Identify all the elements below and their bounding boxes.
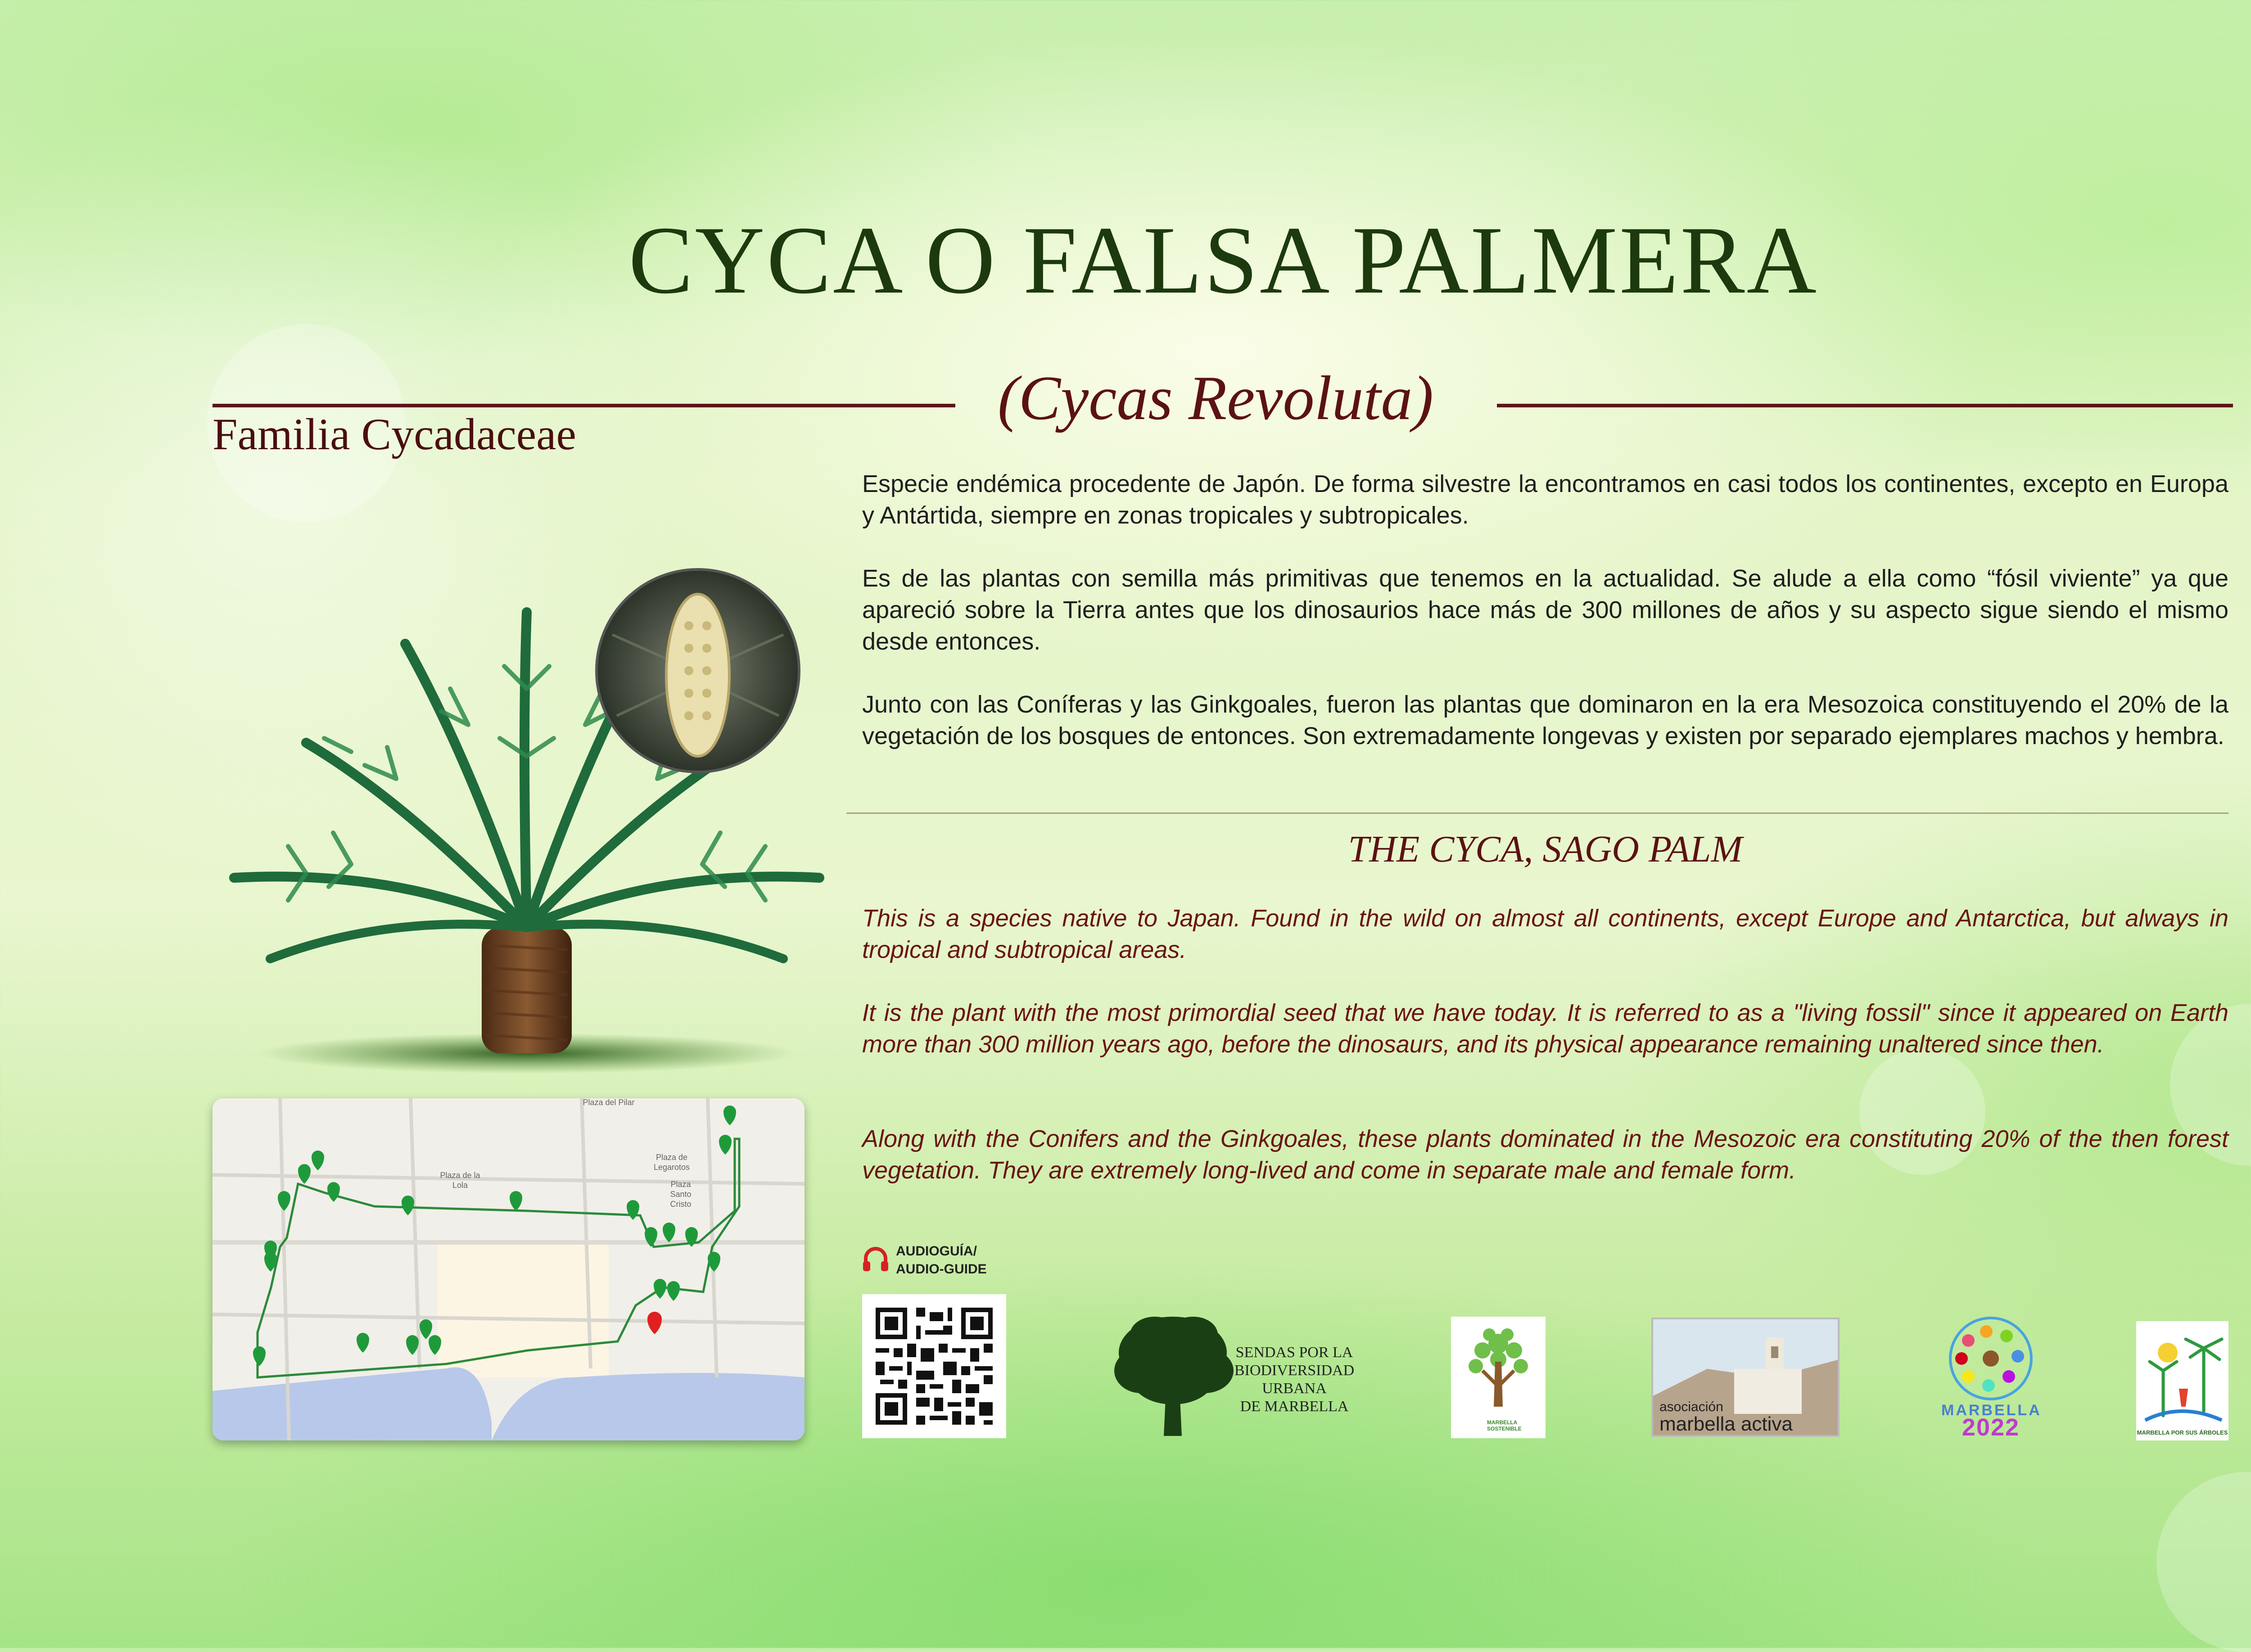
english-paragraph-3: Along with the Conifers and the Ginkgoales, these plants dominated in the Mesozoic era constituting 20% of the then forest vegetation. They are extremely long-lived and come in separate male and female form.: [862, 1125, 2228, 1184]
spanish-paragraph-1: Especie endémica procedente de Japón. De forma silvestre la encontramos en casi todos los continentes, excepto en Europa y Antártida, siempre en zonas tropicales y subtropicales.: [862, 470, 2228, 529]
marbella-arboles-text: MARBELLA POR SUS ÁRBOLES: [2137, 1429, 2228, 1436]
audio-guide-line1: AUDIOGUÍA/: [896, 1244, 977, 1259]
marbella-2022-logo: [1941, 1313, 2040, 1440]
marbella-2022-year: 2022: [1962, 1414, 2020, 1441]
marbella-sostenible-text: MARBELLA SOSTENIBLE: [1487, 1419, 1522, 1432]
marbella-activa-line1: asociación: [1659, 1399, 1723, 1414]
cycas-plant-illustration: [216, 554, 837, 1085]
sendas-line-2: BIODIVERSIDAD: [1234, 1362, 1355, 1379]
audio-guide-label: [896, 1242, 987, 1278]
english-paragraph-1: This is a species native to Japan. Found in the wild on almost all continents, except Europe and Antarctica, but always in tropical and subtropical areas.: [862, 905, 2228, 963]
map-label-plaza-de-la-lola: Plaza de la Lola: [440, 1171, 480, 1190]
spanish-paragraph-2: Es de las plantas con semilla más primitivas que tenemos en la actualidad. Se alude a ella como “fósil viviente” ya que apareció sobre la Tierra antes que los dinosaurios hace más de 300 millones de años y su aspecto sigue siendo el mismo desde entonces.: [862, 565, 2228, 655]
asociacion-marbella-activa-logo: [1651, 1318, 1840, 1437]
sendas-tree-logo: [1110, 1312, 1236, 1440]
section-divider: [846, 812, 2228, 814]
marbella-por-sus-arboles-logo: [2136, 1321, 2228, 1440]
sendas-line-4: DE MARBELLA: [1240, 1398, 1349, 1415]
bokeh-circle: [2156, 1472, 2251, 1652]
sendas-line-3: URBANA: [1262, 1380, 1327, 1397]
map-marker-current: [647, 1312, 662, 1334]
map-marker-group: [253, 1106, 736, 1366]
audio-guide-line2: AUDIO-GUIDE: [896, 1262, 987, 1277]
english-title: THE CYCA, SAGO PALM: [1348, 828, 1743, 870]
sendas-line-1: SENDAS POR LA: [1235, 1344, 1353, 1361]
sendas-biodiversidad-text: [1234, 1344, 1355, 1416]
marbella-activa-line2: marbella activa: [1659, 1413, 1793, 1435]
headphones-icon: [862, 1246, 889, 1273]
audio-guide-qr-code[interactable]: [862, 1294, 1006, 1438]
marbella-sostenible-logo: [1451, 1317, 1546, 1438]
map-label-plaza-del-pilar: Plaza del Pilar: [583, 1098, 635, 1107]
family-name: Familia Cycadaceae: [212, 409, 576, 459]
marbella-2022-word: MARBELLA: [1941, 1402, 2042, 1419]
subtitle-rule-right: [1497, 404, 2233, 407]
spanish-paragraph-3: Junto con las Coníferas y las Ginkgoales, fueron las plantas que dominaron en la era Mesozoica constituyendo el 20% de la vegetación de los bosques de entonces. Son extremadamente longevas y existen por separado ejemplares machos y hembra.: [862, 691, 2228, 749]
scientific-name: (Cycas Revoluta): [998, 363, 1433, 433]
map-label-plaza-santo-cristo: Plaza Santo Cristo: [670, 1180, 692, 1209]
route-map[interactable]: [212, 1098, 805, 1440]
page-title: CYCA O FALSA PALMERA: [628, 206, 1818, 314]
map-label-plaza-de-legarotos: Plaza de Legarotos: [653, 1153, 690, 1172]
english-paragraph-2: It is the plant with the most primordial seed that we have today. It is referred to as a "living fossil" since it appeared on Earth more than 300 million years ago, before the dinosaurs, and its physical appearance remaining unaltered since then.: [862, 999, 2228, 1058]
subtitle-rule-left: [212, 404, 955, 407]
